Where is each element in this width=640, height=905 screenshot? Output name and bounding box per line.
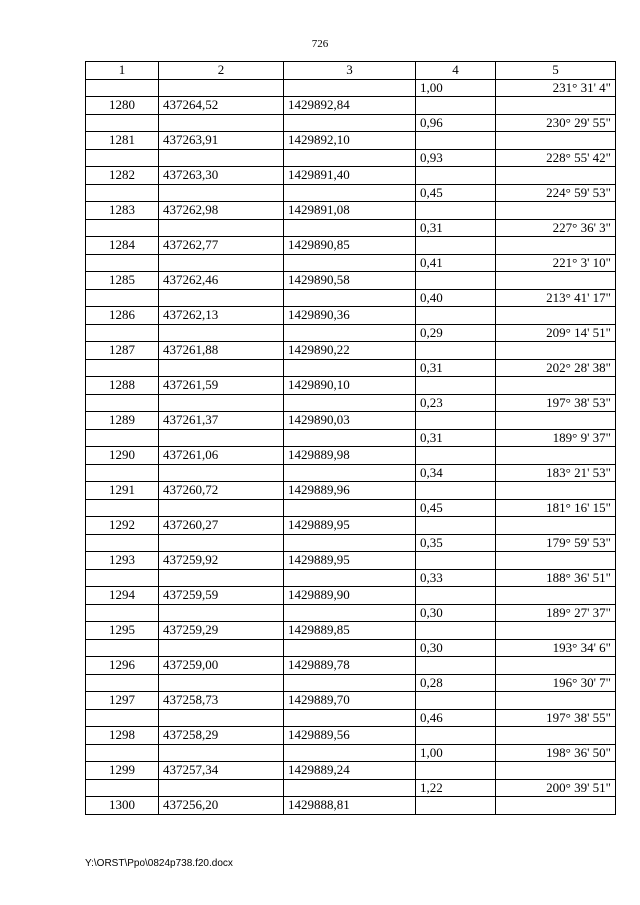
point-number-cell: 1292: [86, 517, 159, 535]
x-coordinate-cell: [159, 499, 284, 517]
table-row: [86, 219, 616, 237]
y-coordinate-cell: 1429892,10: [284, 132, 416, 150]
direction-angle-cell: [496, 342, 616, 360]
distance-cell: 0,30: [416, 604, 496, 622]
table-row: [86, 674, 616, 692]
y-coordinate-cell: 1429889,78: [284, 657, 416, 675]
direction-angle-cell: [496, 237, 616, 255]
table-row: [86, 272, 616, 290]
direction-angle-cell: 227° 36' 3": [496, 219, 616, 237]
x-coordinate-cell: 437263,30: [159, 167, 284, 185]
table-row: [86, 762, 616, 780]
y-coordinate-cell: [284, 394, 416, 412]
point-number-cell: 1286: [86, 307, 159, 325]
distance-cell: 0,29: [416, 324, 496, 342]
x-coordinate-cell: [159, 464, 284, 482]
x-coordinate-cell: 437261,88: [159, 342, 284, 360]
distance-cell: [416, 692, 496, 710]
y-coordinate-cell: 1429889,24: [284, 762, 416, 780]
y-coordinate-cell: 1429889,85: [284, 622, 416, 640]
table-row: [86, 797, 616, 815]
x-coordinate-cell: 437259,00: [159, 657, 284, 675]
distance-cell: [416, 132, 496, 150]
point-number-cell: [86, 254, 159, 272]
point-number-cell: [86, 429, 159, 447]
distance-cell: [416, 237, 496, 255]
y-coordinate-cell: [284, 569, 416, 587]
point-number-cell: [86, 359, 159, 377]
point-number-cell: 1293: [86, 552, 159, 570]
table-row: [86, 307, 616, 325]
direction-angle-cell: [496, 587, 616, 605]
direction-angle-cell: 196° 30' 7": [496, 674, 616, 692]
distance-cell: 0,40: [416, 289, 496, 307]
table-row: [86, 552, 616, 570]
point-number-cell: [86, 79, 159, 97]
x-coordinate-cell: 437262,98: [159, 202, 284, 220]
y-coordinate-cell: [284, 324, 416, 342]
distance-cell: [416, 552, 496, 570]
point-number-cell: 1300: [86, 797, 159, 815]
column-header-3: 3: [284, 62, 416, 80]
point-number-cell: 1284: [86, 237, 159, 255]
coordinates-table: [85, 61, 616, 815]
y-coordinate-cell: 1429889,96: [284, 482, 416, 500]
y-coordinate-cell: 1429888,81: [284, 797, 416, 815]
direction-angle-cell: [496, 412, 616, 430]
table-row: [86, 342, 616, 360]
direction-angle-cell: 179° 59' 53": [496, 534, 616, 552]
table-row: [86, 359, 616, 377]
distance-cell: 0,31: [416, 429, 496, 447]
distance-cell: [416, 97, 496, 115]
direction-angle-cell: [496, 727, 616, 745]
y-coordinate-cell: 1429890,10: [284, 377, 416, 395]
x-coordinate-cell: [159, 534, 284, 552]
table-row: [86, 657, 616, 675]
y-coordinate-cell: [284, 79, 416, 97]
point-number-cell: 1288: [86, 377, 159, 395]
x-coordinate-cell: 437261,37: [159, 412, 284, 430]
point-number-cell: 1287: [86, 342, 159, 360]
y-coordinate-cell: 1429890,22: [284, 342, 416, 360]
x-coordinate-cell: [159, 709, 284, 727]
y-coordinate-cell: [284, 709, 416, 727]
point-number-cell: 1283: [86, 202, 159, 220]
x-coordinate-cell: [159, 744, 284, 762]
point-number-cell: 1285: [86, 272, 159, 290]
x-coordinate-cell: 437261,59: [159, 377, 284, 395]
direction-angle-cell: [496, 307, 616, 325]
x-coordinate-cell: 437258,29: [159, 727, 284, 745]
y-coordinate-cell: [284, 114, 416, 132]
y-coordinate-cell: 1429889,98: [284, 447, 416, 465]
x-coordinate-cell: 437261,06: [159, 447, 284, 465]
direction-angle-cell: 202° 28' 38": [496, 359, 616, 377]
y-coordinate-cell: [284, 674, 416, 692]
table-row: [86, 394, 616, 412]
distance-cell: 0,96: [416, 114, 496, 132]
table-row: [86, 149, 616, 167]
direction-angle-cell: 221° 3' 10": [496, 254, 616, 272]
distance-cell: [416, 762, 496, 780]
x-coordinate-cell: [159, 359, 284, 377]
point-number-cell: 1299: [86, 762, 159, 780]
distance-cell: 0,34: [416, 464, 496, 482]
y-coordinate-cell: 1429889,95: [284, 552, 416, 570]
y-coordinate-cell: [284, 639, 416, 657]
x-coordinate-cell: [159, 324, 284, 342]
x-coordinate-cell: [159, 79, 284, 97]
direction-angle-cell: 224° 59' 53": [496, 184, 616, 202]
table-row: [86, 97, 616, 115]
x-coordinate-cell: 437256,20: [159, 797, 284, 815]
x-coordinate-cell: 437257,34: [159, 762, 284, 780]
x-coordinate-cell: 437260,27: [159, 517, 284, 535]
y-coordinate-cell: [284, 744, 416, 762]
point-number-cell: [86, 394, 159, 412]
page-number: 726: [311, 38, 329, 50]
distance-cell: [416, 342, 496, 360]
point-number-cell: 1295: [86, 622, 159, 640]
point-number-cell: 1297: [86, 692, 159, 710]
table-row: [86, 79, 616, 97]
table-row: [86, 254, 616, 272]
table-row: [86, 202, 616, 220]
column-header-5: 5: [496, 62, 616, 80]
direction-angle-cell: 209° 14' 51": [496, 324, 616, 342]
y-coordinate-cell: [284, 219, 416, 237]
direction-angle-cell: 197° 38' 55": [496, 709, 616, 727]
table-row: [86, 447, 616, 465]
x-coordinate-cell: [159, 149, 284, 167]
distance-cell: 1,22: [416, 779, 496, 797]
y-coordinate-cell: [284, 184, 416, 202]
point-number-cell: [86, 149, 159, 167]
distance-cell: [416, 657, 496, 675]
x-coordinate-cell: 437259,92: [159, 552, 284, 570]
distance-cell: [416, 167, 496, 185]
direction-angle-cell: 228° 55' 42": [496, 149, 616, 167]
y-coordinate-cell: [284, 534, 416, 552]
distance-cell: [416, 377, 496, 395]
distance-cell: 1,00: [416, 744, 496, 762]
table-row: [86, 587, 616, 605]
point-number-cell: 1298: [86, 727, 159, 745]
point-number-cell: 1289: [86, 412, 159, 430]
distance-cell: [416, 797, 496, 815]
table-row: [86, 412, 616, 430]
point-number-cell: [86, 639, 159, 657]
direction-angle-cell: 200° 39' 51": [496, 779, 616, 797]
point-number-cell: 1294: [86, 587, 159, 605]
y-coordinate-cell: [284, 289, 416, 307]
y-coordinate-cell: 1429891,40: [284, 167, 416, 185]
direction-angle-cell: 193° 34' 6": [496, 639, 616, 657]
x-coordinate-cell: [159, 184, 284, 202]
table-row: [86, 114, 616, 132]
table-header-row: [86, 62, 616, 80]
point-number-cell: [86, 289, 159, 307]
distance-cell: [416, 482, 496, 500]
point-number-cell: [86, 604, 159, 622]
y-coordinate-cell: [284, 149, 416, 167]
point-number-cell: 1290: [86, 447, 159, 465]
table-row: [86, 377, 616, 395]
y-coordinate-cell: [284, 779, 416, 797]
x-coordinate-cell: [159, 394, 284, 412]
footer-file-path: Y:\ORST\Ppo\0824p738.f20.docx: [85, 858, 233, 869]
direction-angle-cell: 231° 31' 4": [496, 79, 616, 97]
column-header-1: 1: [86, 62, 159, 80]
direction-angle-cell: [496, 377, 616, 395]
point-number-cell: [86, 324, 159, 342]
point-number-cell: [86, 499, 159, 517]
point-number-cell: [86, 709, 159, 727]
point-number-cell: [86, 569, 159, 587]
direction-angle-cell: 213° 41' 17": [496, 289, 616, 307]
distance-cell: [416, 727, 496, 745]
x-coordinate-cell: [159, 569, 284, 587]
direction-angle-cell: [496, 622, 616, 640]
distance-cell: 0,45: [416, 184, 496, 202]
table-row: [86, 727, 616, 745]
distance-cell: 0,46: [416, 709, 496, 727]
distance-cell: [416, 412, 496, 430]
table-row: [86, 289, 616, 307]
table-row: [86, 534, 616, 552]
distance-cell: 0,28: [416, 674, 496, 692]
table-row: [86, 132, 616, 150]
table-body: [86, 79, 616, 814]
distance-cell: 0,93: [416, 149, 496, 167]
table-row: [86, 237, 616, 255]
direction-angle-cell: [496, 657, 616, 675]
y-coordinate-cell: 1429890,85: [284, 237, 416, 255]
x-coordinate-cell: 437262,77: [159, 237, 284, 255]
x-coordinate-cell: 437259,59: [159, 587, 284, 605]
direction-angle-cell: [496, 517, 616, 535]
direction-angle-cell: 197° 38' 53": [496, 394, 616, 412]
x-coordinate-cell: [159, 674, 284, 692]
direction-angle-cell: [496, 692, 616, 710]
direction-angle-cell: 198° 36' 50": [496, 744, 616, 762]
distance-cell: [416, 622, 496, 640]
x-coordinate-cell: [159, 254, 284, 272]
y-coordinate-cell: 1429890,36: [284, 307, 416, 325]
table-row: [86, 639, 616, 657]
x-coordinate-cell: [159, 289, 284, 307]
x-coordinate-cell: [159, 114, 284, 132]
distance-cell: 1,00: [416, 79, 496, 97]
distance-cell: 0,31: [416, 219, 496, 237]
distance-cell: 0,33: [416, 569, 496, 587]
point-number-cell: 1282: [86, 167, 159, 185]
point-number-cell: 1291: [86, 482, 159, 500]
direction-angle-cell: [496, 272, 616, 290]
y-coordinate-cell: 1429889,70: [284, 692, 416, 710]
table-row: [86, 464, 616, 482]
point-number-cell: [86, 219, 159, 237]
distance-cell: [416, 202, 496, 220]
distance-cell: 0,35: [416, 534, 496, 552]
direction-angle-cell: 183° 21' 53": [496, 464, 616, 482]
distance-cell: [416, 447, 496, 465]
table-row: [86, 604, 616, 622]
distance-cell: 0,30: [416, 639, 496, 657]
distance-cell: 0,31: [416, 359, 496, 377]
point-number-cell: 1280: [86, 97, 159, 115]
table-row: [86, 692, 616, 710]
x-coordinate-cell: 437259,29: [159, 622, 284, 640]
y-coordinate-cell: [284, 604, 416, 622]
x-coordinate-cell: 437264,52: [159, 97, 284, 115]
y-coordinate-cell: 1429889,90: [284, 587, 416, 605]
direction-angle-cell: 188° 36' 51": [496, 569, 616, 587]
distance-cell: [416, 587, 496, 605]
x-coordinate-cell: 437258,73: [159, 692, 284, 710]
point-number-cell: 1296: [86, 657, 159, 675]
table-row: [86, 429, 616, 447]
distance-cell: 0,23: [416, 394, 496, 412]
direction-angle-cell: [496, 797, 616, 815]
direction-angle-cell: [496, 447, 616, 465]
table-row: [86, 709, 616, 727]
y-coordinate-cell: 1429892,84: [284, 97, 416, 115]
table-row: [86, 482, 616, 500]
table-row: [86, 517, 616, 535]
distance-cell: [416, 272, 496, 290]
x-coordinate-cell: [159, 429, 284, 447]
x-coordinate-cell: [159, 219, 284, 237]
distance-cell: [416, 307, 496, 325]
point-number-cell: [86, 744, 159, 762]
table-row: [86, 167, 616, 185]
table-row: [86, 622, 616, 640]
column-header-4: 4: [416, 62, 496, 80]
point-number-cell: [86, 114, 159, 132]
point-number-cell: [86, 534, 159, 552]
y-coordinate-cell: 1429890,58: [284, 272, 416, 290]
y-coordinate-cell: [284, 464, 416, 482]
x-coordinate-cell: 437262,13: [159, 307, 284, 325]
x-coordinate-cell: [159, 779, 284, 797]
direction-angle-cell: [496, 97, 616, 115]
table-row: [86, 184, 616, 202]
point-number-cell: [86, 464, 159, 482]
direction-angle-cell: 189° 27' 37": [496, 604, 616, 622]
direction-angle-cell: [496, 762, 616, 780]
table-row: [86, 569, 616, 587]
table-row: [86, 499, 616, 517]
y-coordinate-cell: [284, 429, 416, 447]
x-coordinate-cell: 437262,46: [159, 272, 284, 290]
point-number-cell: [86, 674, 159, 692]
x-coordinate-cell: 437260,72: [159, 482, 284, 500]
direction-angle-cell: 189° 9' 37": [496, 429, 616, 447]
point-number-cell: [86, 779, 159, 797]
direction-angle-cell: 181° 16' 15": [496, 499, 616, 517]
distance-cell: 0,45: [416, 499, 496, 517]
point-number-cell: 1281: [86, 132, 159, 150]
direction-angle-cell: [496, 132, 616, 150]
direction-angle-cell: 230° 29' 55": [496, 114, 616, 132]
x-coordinate-cell: 437263,91: [159, 132, 284, 150]
direction-angle-cell: [496, 202, 616, 220]
y-coordinate-cell: [284, 359, 416, 377]
x-coordinate-cell: [159, 604, 284, 622]
column-header-2: 2: [159, 62, 284, 80]
distance-cell: 0,41: [416, 254, 496, 272]
y-coordinate-cell: 1429890,03: [284, 412, 416, 430]
point-number-cell: [86, 184, 159, 202]
table-row: [86, 744, 616, 762]
table-row: [86, 779, 616, 797]
direction-angle-cell: [496, 552, 616, 570]
y-coordinate-cell: 1429889,95: [284, 517, 416, 535]
y-coordinate-cell: 1429891,08: [284, 202, 416, 220]
y-coordinate-cell: 1429889,56: [284, 727, 416, 745]
y-coordinate-cell: [284, 254, 416, 272]
distance-cell: [416, 517, 496, 535]
direction-angle-cell: [496, 482, 616, 500]
direction-angle-cell: [496, 167, 616, 185]
x-coordinate-cell: [159, 639, 284, 657]
table-row: [86, 324, 616, 342]
y-coordinate-cell: [284, 499, 416, 517]
